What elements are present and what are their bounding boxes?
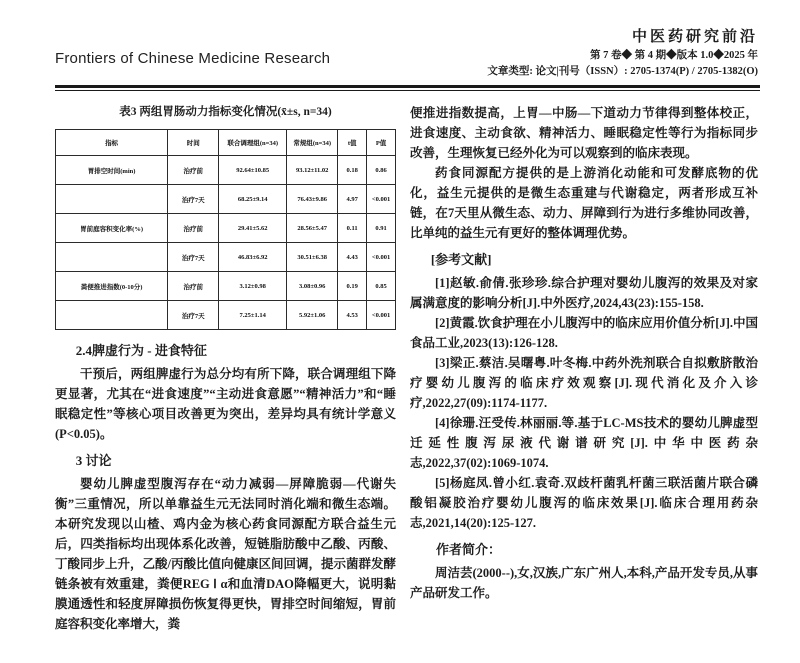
reference-item: [3]梁正.蔡洁.吴曙粤.叶冬梅.中药外洗剂联合自拟敷脐散治疗婴幼儿腹泻的临床疗效观察[J].现代消化及介入诊疗,2022,27(09):1174-1177. [410,356,758,410]
table-cell: 治疗前 [168,156,219,185]
table-cell: 0.86 [367,156,396,185]
table-row [56,156,396,185]
table-cell: <0.001 [367,185,396,214]
table-cell: 0.85 [367,272,396,301]
references-list [410,273,758,533]
reference-item: [2]黄霞.饮食护理在小儿腹泻中的临床应用价值分析[J].中国食品工业,2023(13):126-128. [410,316,758,350]
table-row [56,185,396,214]
table-cell: 4.97 [338,185,367,214]
table-row [56,243,396,272]
table-cell: 粪便推进指数(0-10分) [56,272,168,301]
table-header-row [56,130,396,156]
table-cell: 4.43 [338,243,367,272]
reference-item: [5]杨庭凤.曾小红.袁奇.双歧杆菌乳杆菌三联活菌片联合磷酸铝凝胶治疗婴幼儿腹泻的临床效果[J].临床合理用药杂志,2021,14(20):125-127. [410,476,758,530]
table-cell: 0.91 [367,214,396,243]
table-row [56,272,396,301]
table-row [56,301,396,330]
references-heading: [参考文献] [430,252,492,267]
discussion-paragraph-2: 药食同源配方提供的是上游消化动能和可发酵底物的优化，益生元提供的是微生态重建与代谢稳定，两者形成互补链，在7天里从微生态、动力、屏障到行为进行多维协同改善，比单纯的益生元有更好的整体调理优势。 [410,166,758,240]
right-column [410,103,758,634]
left-column [55,103,396,634]
journal-volume-line: 第 7 卷◆ 第 4 期◆版本 1.0◆2025 年 [590,50,758,61]
table-cell: 76.43±9.86 [287,185,338,214]
table-cell: <0.001 [367,301,396,330]
table-cell: 4.53 [338,301,367,330]
article-body [0,91,800,634]
gastro-motility-table [55,129,396,330]
table-cell: 0.11 [338,214,367,243]
table-cell: <0.001 [367,243,396,272]
table-cell: 29.41±5.62 [219,214,287,243]
table-cell: 46.83±6.92 [219,243,287,272]
table-cell: 3.08±0.96 [287,272,338,301]
discussion-continued-paragraph: 便推进指数提高，上胃—中肠—下道动力节律得到整体校正，进食速度、主动食欲、精神活力、睡眠稳定性等行为指标同步改善，生理恢复已经外化为可以观察到的临床表现。 [410,106,758,160]
table-cell: 3.12±0.98 [219,272,287,301]
table-body [56,156,396,330]
journal-header-right [487,26,758,80]
author-bio: 周洁芸(2000--),女,汉族,广东广州人,本科,产品开发专员,从事产品研发工作。 [410,566,758,600]
journal-title-cn: 中医药研究前沿 [631,29,758,45]
table-cell: 7.25±1.14 [219,301,287,330]
table-cell: 68.25±9.14 [219,185,287,214]
table-cell: 92.64±10.85 [219,156,287,185]
table-caption: 表3 两组胃肠动力指标变化情况(x̄±s, n=34) [119,106,332,118]
journal-title-en: Frontiers of Chinese Medicine Research [55,50,331,67]
journal-issn-line: 文章类型: 论文|刊号（ISSN）: 2705-1374(P) / 2705-1382(O) [487,66,758,77]
reference-item: [4]徐珊.汪受传.林丽丽.等.基于LC-MS技术的婴幼儿脾虚型迁延性腹泻尿液代谢谱研究[J].中华中医药杂志,2022,37(02):1069-1074. [410,416,758,470]
table-cell: 治疗7天 [168,301,219,330]
section-3-paragraph: 婴幼儿脾虚型腹泻存在“动力减弱—屏障脆弱—代谢失衡”三重情况，所以单靠益生元无法同时消化端和微生态端。本研究发现以山楂、鸡内金为核心药食同源配方联合益生元后，四类指标均出现体系化改善，短链脂肪酸中乙酸、丙酸、丁酸同步上升，乙酸/丙酸比值向健康区间回调，提示菌群发酵链条被有效重建，粪便REG Ⅰ α和血清DAO降幅更大，说明黏膜通透性和轻度屏障损伤恢复得更快，胃排空时间缩短，胃前庭容积变化率增大，粪 [55,477,397,631]
table-row [56,214,396,243]
table-cell: 治疗7天 [168,185,219,214]
table-cell: 治疗前 [168,272,219,301]
table-cell [56,243,168,272]
section-3-heading: 3 讨论 [75,453,112,468]
table-cell: 93.12±11.02 [287,156,338,185]
table-cell: 30.51±6.38 [287,243,338,272]
author-heading: 作者简介： [436,542,502,557]
section-2-4-paragraph: 干预后，两组脾虚行为总分均有所下降，联合调理组下降更显著，尤其在“进食速度”“主动进食意愿”“精神活力”和“睡眠稳定性”等核心项目改善更为突出，差异均具有统计学意义(P<0.05)。 [55,367,397,441]
table-cell [56,301,168,330]
table-cell: 胃前庭容积变化率(%) [56,214,168,243]
table-cell: 治疗前 [168,214,219,243]
reference-item: [1]赵敏.俞倩.张珍珍.综合护理对婴幼儿腹泻的效果及对家属满意度的影响分析[J].中外医疗,2024,43(23):155-158. [410,276,758,310]
table-cell: 胃排空时间(min) [56,156,168,185]
table-cell: 治疗7天 [168,243,219,272]
table-cell: 0.18 [338,156,367,185]
table-cell: 28.56±5.47 [287,214,338,243]
table-header-cell: 指标 [56,130,168,156]
table-header-cell: P值 [367,130,396,156]
section-2-4-heading: 2.4脾虚行为 - 进食特征 [75,343,207,358]
table-cell [56,185,168,214]
table-header-cell: t值 [338,130,367,156]
table-cell: 5.92±1.06 [287,301,338,330]
table-header-cell: 时间 [168,130,219,156]
table-header-cell: 常规组(n=34) [287,130,338,156]
table-cell: 0.19 [338,272,367,301]
journal-header [0,0,800,85]
table-header-cell: 联合调理组(n=34) [219,130,287,156]
